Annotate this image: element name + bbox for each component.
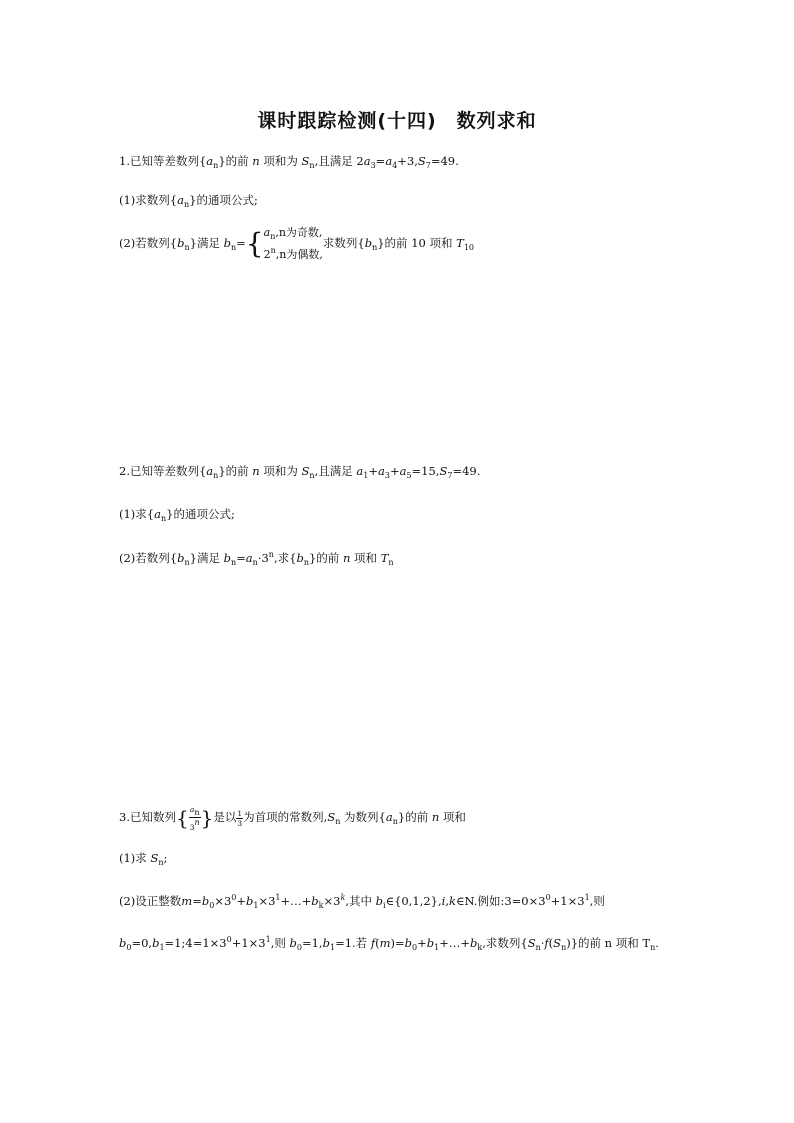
page-title: 课时跟踪检测(十四) 数列求和	[257, 110, 537, 132]
piecewise-cases: $a_n,n$为奇数, 2$^n$,n为偶数,	[263, 226, 323, 261]
q3-part2-line2: $b_0=0,b_1=1;4=1\times 3^0+1\times 3^1$,则 $b_0=1,b_1=1$.若 $f(m)=b_0+b_1+\dots+b_k$,求数列$\{S_n\cdot f(S_n)\}$的前 n 项和 $T_n$.	[119, 935, 659, 952]
left-brace: {	[245, 227, 264, 260]
fraction-an-over-3n: $\frac{a_n}{3^n}$	[189, 804, 200, 832]
q3-part2-line1: (2)设正整数$m=b_0\times 3^0+b_1\times 3^1+\dots+b_k\times 3^k$,其中 $b_i\in\{0,1,2\},i,k\in N$.例如$:3=0\times 3^0+1\times 3^1$,则	[119, 893, 605, 910]
q1-stem: 1.已知等差数列$\{a_n\}$的前 n 项和为 $S_n$,且满足 $2a_3=a_4+3,S_7=49$.	[119, 154, 459, 170]
q2-stem: 2.已知等差数列$\{a_n\}$的前 n 项和为 $S_n$,且满足 $a_1+a_3+a_5=15,S_7=49$.	[119, 464, 481, 480]
fraction-one-third: $\frac{1}{3}$	[237, 808, 243, 828]
q1-part1: (1)求数列$\{a_n\}$的通项公式;	[119, 193, 258, 209]
q3-part1: (1)求 $S_n$;	[119, 851, 168, 867]
q1-part2: (2)若数列$\{b_n\}$满足 $b_n=${ $a_n,n$为奇数, 2$^n$,n为偶数, 求数列$\{b_n\}$的前 10 项和 $T_{10}$	[119, 226, 474, 261]
q2-part1: (1)求$\{a_n\}$的通项公式;	[119, 507, 235, 523]
q2-part2: (2)若数列$\{b_n\}$满足 $b_n=a_n\cdot 3^n$,求$\{b_n\}$的前 n 项和 $T_n$	[119, 550, 394, 567]
q3-stem: 3.已知数列{ $\frac{a_n}{3^n}$ }是以 $\frac{1}{3}$ 为首项的常数列$,S_n$ 为数列$\{a_n\}$的前 n 项和	[119, 804, 466, 832]
